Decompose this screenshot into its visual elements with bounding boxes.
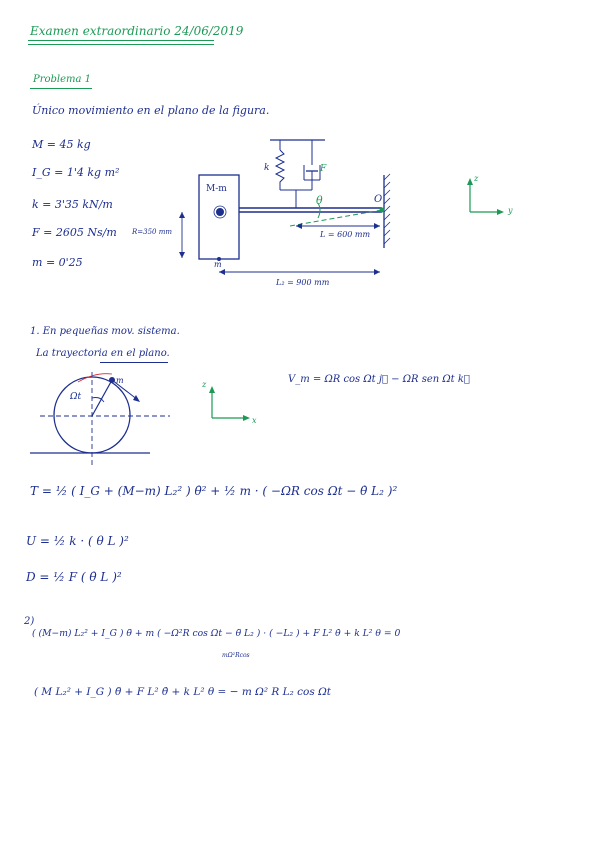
equation-D: D = ½ F ( θ̇ L )² bbox=[26, 570, 122, 584]
section1-title: 1. En pequeñas mov. sistema. bbox=[30, 326, 180, 337]
equation-lagrange: ( (M−m) L₂² + I_G ) θ̈ + m ( −Ω²R cos Ωt − θ̈ L₂ ) · ( −L₂ ) + F L² θ̇ + k L² θ = 0 bbox=[32, 628, 401, 639]
part-2-label: 2) bbox=[24, 616, 35, 627]
equation-final: ( M L₂² + I_G ) θ̈ + F L² θ̇ + k L² θ = − m Ω² R L₂ cos Ωt bbox=[34, 686, 331, 698]
wheel-m-label: m bbox=[116, 376, 124, 385]
section1-sub-underline bbox=[100, 362, 168, 363]
origin-label: O bbox=[374, 194, 383, 205]
vm-equation: V_m = ΩR cos Ωt j⃗ − ΩR sen Ωt k⃗ bbox=[288, 374, 470, 385]
r-label: R=350 mm bbox=[132, 228, 172, 236]
l-label: L = 600 mm bbox=[320, 230, 371, 239]
section1-sub: La trayectoria en el plano. bbox=[36, 348, 170, 359]
spring-label: k bbox=[264, 163, 270, 173]
equation-note: mΩ²Rcos bbox=[222, 652, 250, 659]
section-axis-x: x bbox=[252, 416, 257, 425]
given-k: k = 3'35 kN/m bbox=[32, 198, 113, 211]
exam-header: Examen extraordinario 24/06/2019 bbox=[30, 24, 244, 38]
pivot-dot bbox=[216, 208, 224, 216]
given-F: F = 2605 Ns/m bbox=[32, 226, 117, 239]
equation-U: U = ½ k · ( θ L )² bbox=[26, 534, 129, 548]
block-label: M-m bbox=[206, 184, 227, 194]
given-IG: I_G = 1'4 kg m² bbox=[32, 166, 120, 179]
axis-y-label: y bbox=[508, 206, 513, 215]
theta-label: θ bbox=[316, 194, 323, 207]
omega-t-label: Ωt bbox=[70, 392, 82, 402]
l2-label: L₂ = 900 mm bbox=[276, 278, 330, 287]
intro-text: Único movimiento en el plano de la figura. bbox=[32, 104, 270, 117]
given-M: M = 45 kg bbox=[32, 138, 91, 151]
given-m: m = 0'25 bbox=[32, 256, 83, 269]
damper-label: F bbox=[320, 164, 327, 174]
mass-label: m bbox=[214, 260, 222, 269]
problem-title: Problema 1 bbox=[33, 74, 92, 85]
section-axis-z: z bbox=[202, 380, 207, 389]
axis-z-label: z bbox=[474, 174, 479, 183]
equation-T: T = ½ ( I_G + (M−m) L₂² ) θ̇² + ½ m · ( −ΩR cos Ωt − θ̇ L₂ )² bbox=[30, 484, 398, 498]
